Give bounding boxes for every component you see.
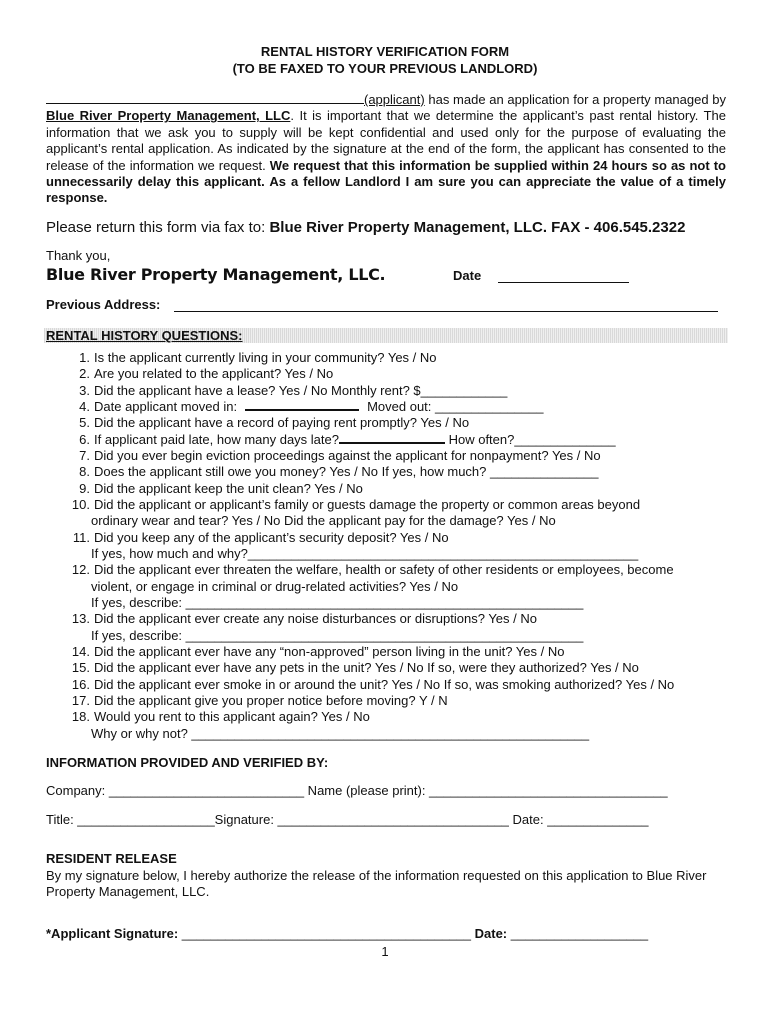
question-8: 8. Does the applicant still owe you money? Yes / No If yes, how much? _______________ (79, 464, 599, 479)
verified-company-row[interactable]: Company: ___________________________ Name (please print): _________________________________ (46, 783, 668, 798)
intro-text-1: has made an application for a property managed by (424, 92, 726, 107)
question-3: 3. Did the applicant have a lease? Yes / No Monthly rent? $____________ (79, 383, 508, 398)
form-subtitle: (TO BE FAXED TO YOUR PREVIOUS LANDLORD) (232, 61, 538, 76)
release-date-line[interactable]: ___________________ (507, 926, 649, 941)
fax-instruction (46, 219, 685, 236)
question-12-cont: violent, or engage in criminal or drug-related activities? Yes / No (91, 579, 459, 594)
intro-paragraph (46, 92, 726, 207)
question-12-describe: If yes, describe: _______________________________________________________ (91, 595, 584, 610)
question-12: 12. Did the applicant ever threaten the welfare, health or safety of other residents or employees, become (71, 562, 674, 577)
previous-address-line[interactable] (174, 311, 718, 312)
form-title: RENTAL HISTORY VERIFICATION FORM (260, 44, 510, 59)
question-1: 1. Is the applicant currently living in your community? Yes / No (79, 350, 437, 365)
question-10: 10. Did the applicant or applicant’s family or guests damage the property or common areas beyond (71, 497, 641, 512)
question-10-cont: ordinary wear and tear? Yes / No Did the applicant pay for the damage? Yes / No (91, 513, 556, 528)
intro-company: Blue River Property Management, LLC (46, 108, 291, 124)
applicant-label: (applicant) (364, 92, 425, 107)
question-15: 15. Did the applicant ever have any pets in the unit? Yes / No If so, were they authorized? Yes / No (71, 660, 639, 675)
header-date-label: Date (453, 268, 482, 283)
question-9: 9. Did the applicant keep the unit clean? Yes / No (79, 481, 363, 496)
applicant-signature-label: *Applicant Signature: (46, 926, 179, 941)
question-5: 5. Did the applicant have a record of paying rent promptly? Yes / No (79, 415, 470, 430)
applicant-name-blank[interactable] (46, 92, 364, 104)
days-late-line[interactable] (339, 432, 445, 444)
section-title: RENTAL HISTORY QUESTIONS: (46, 328, 243, 343)
intro-text-2: . It is important that we determine the applicant’s past rental history. The information that we ask you to supply will be kept confidential and used only for the purpose of evaluating the applicant’s rental application. As indicated by the signature at the end of the form, the applicant has consented to the release of the information we request. (46, 108, 726, 173)
verified-title-row[interactable]: Title: ___________________Signature: ________________________________ Date: ______________ (46, 812, 649, 827)
question-11-cont: If yes, how much and why?______________________________________________________ (91, 546, 639, 561)
previous-address-label: Previous Address: (46, 297, 161, 312)
question-16: 16. Did the applicant ever smoke in or around the unit? Yes / No If so, was smoking authorized? Yes / No (71, 677, 675, 692)
question-6: 6. If applicant paid late, how many days late? How often?______________ (79, 432, 616, 447)
thank-you: Thank you, (46, 248, 111, 263)
fax-company: Blue River Property Management, LLC. FAX - 406.545.2322 (269, 219, 686, 236)
question-14: 14. Did the applicant ever have any “non-approved” person living in the unit? Yes / No (71, 644, 565, 659)
intro-bold-request: We request that this information be supplied within 24 hours so as not to unnecessarily delay this applicant. As a fellow Landlord I am sure you can appreciate the value of a timely response. (46, 157, 726, 206)
release-date-label: Date: (474, 926, 508, 941)
moved-in-line[interactable] (245, 399, 359, 411)
question-17: 17. Did the applicant give you proper notice before moving? Y / N (71, 693, 448, 708)
question-7: 7. Did you ever begin eviction proceedings against the applicant for nonpayment? Yes / No (79, 448, 601, 463)
fax-prefix: Please return this form via fax to: (46, 219, 270, 236)
applicant-signature-line[interactable]: ________________________________________ (178, 926, 475, 941)
question-2: 2. Are you related to the applicant? Yes / No (79, 366, 334, 381)
question-4: 4. Date applicant moved in: Moved out: _______________ (79, 399, 544, 414)
header-date-line[interactable] (498, 282, 629, 283)
release-heading: RESIDENT RELEASE (46, 851, 177, 866)
question-18: 18. Would you rent to this applicant again? Yes / No (71, 709, 370, 724)
signoff-company: Blue River Property Management, LLC. (46, 265, 386, 284)
page-number: 1 (381, 944, 389, 959)
question-13: 13. Did the applicant ever create any noise disturbances or disruptions? Yes / No (71, 611, 537, 626)
verified-heading: INFORMATION PROVIDED AND VERIFIED BY: (46, 755, 329, 770)
question-18-why: Why or why not? _______________________________________________________ (91, 726, 590, 741)
question-13-describe: If yes, describe: _______________________________________________________ (91, 628, 584, 643)
question-11: 11. Did you keep any of the applicant’s security deposit? Yes / No (72, 530, 449, 545)
release-text: By my signature below, I hereby authorize the release of the information requested on this application to Blue River Property Management, LLC. (46, 868, 707, 900)
applicant-signature-row[interactable] (46, 926, 648, 941)
